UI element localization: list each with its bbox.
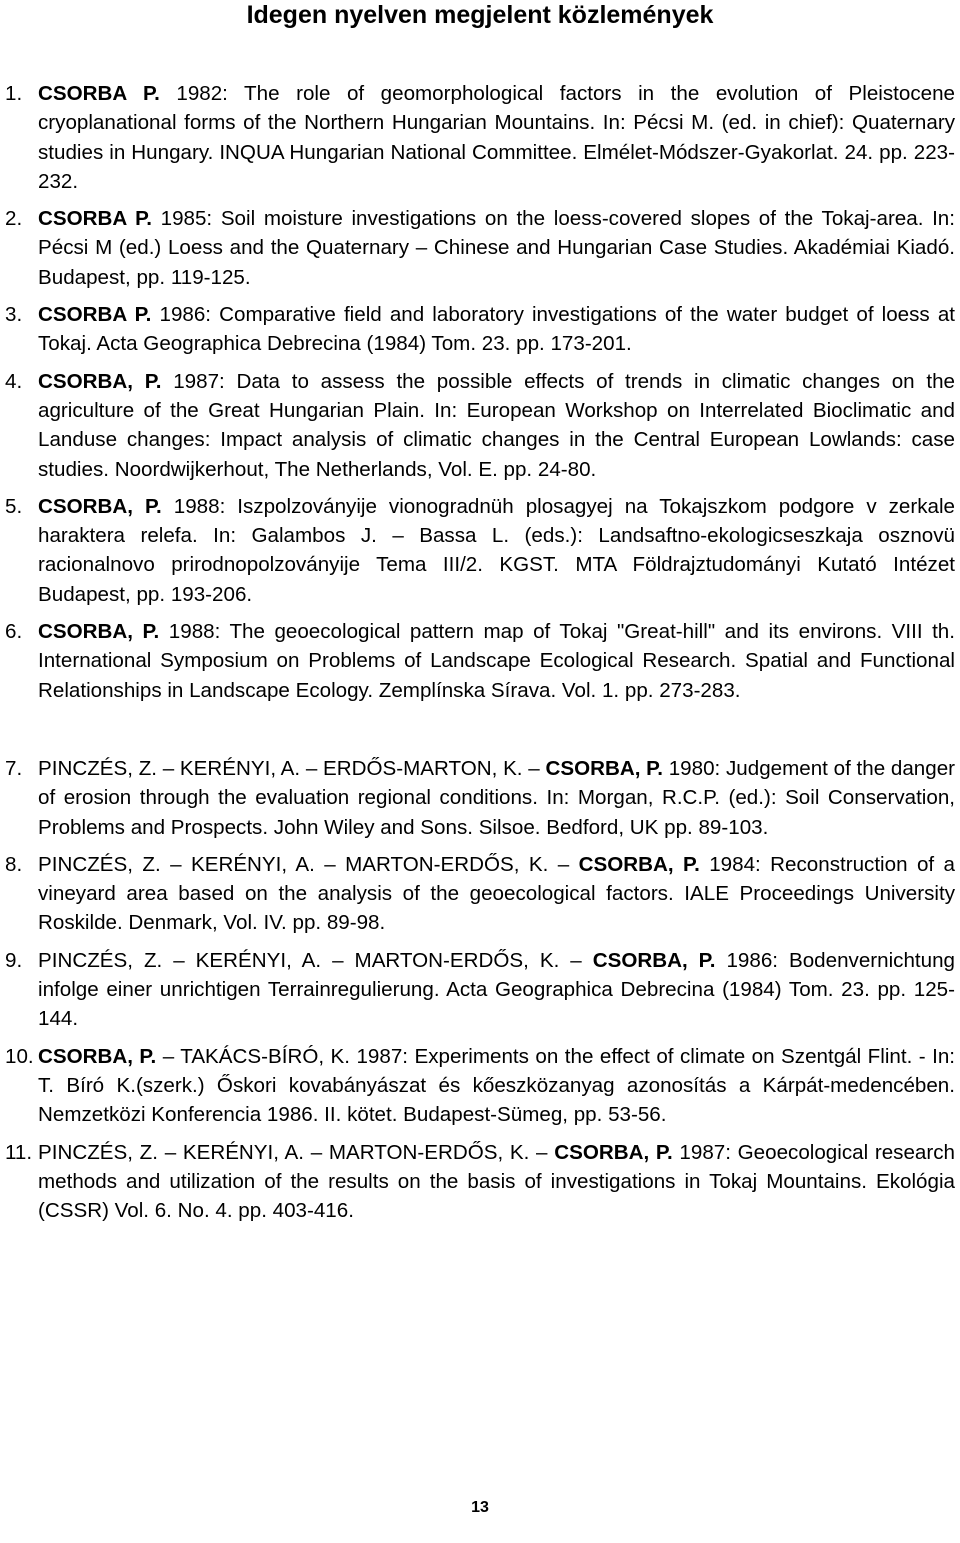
reference-item (0, 1138, 960, 1226)
reference-author: CSORBA, P. (38, 620, 160, 644)
reference-text: 1984: Reconstruction of a vineyard area based on the analysis of the geoecological factors. IALE Proceedings University Roskilde. Denmark, Vol. IV. pp. 89-98. (38, 852, 955, 935)
page-title: Idegen nyelven megjelent közlemények (246, 1, 714, 29)
reference-coauthors: PINCZÉS, Z. – KERÉNYI, A. – MARTON-ERDŐS, K. – (38, 948, 593, 972)
page-number: 13 (471, 1499, 489, 1516)
reference-text: 1987: Data to assess the possible effects of trends in climatic changes on the agriculture of the Great Hungarian Plain. In: European Workshop on Interrelated Bioclimatic and Landuse changes: Impact analysis of climatic changes in the Central European Lowlands: case studies. Noordwijkerhout, The Netherlands, Vol. E. pp. 24-80. (38, 369, 955, 481)
reference-author: CSORBA P. (38, 82, 160, 105)
reference-item (0, 617, 960, 705)
reference-author: CSORBA P. (38, 303, 152, 327)
reference-coauthors: PINCZÉS, Z. – KERÉNYI, A. – MARTON-ERDŐS, K. – (38, 852, 579, 876)
reference-number: 11. (5, 1140, 33, 1164)
reference-author: CSORBA, P. (38, 1044, 157, 1068)
reference-text: 1980: Judgement of the danger of erosion through the evaluation regional conditions. In: Morgan, R.C.P. (ed.): Soil Conservation, Problems and Prospects. John Wiley and Sons. Silsoe. Bedford, UK pp. 89-103. (38, 756, 956, 839)
reference-number: 8. (5, 852, 23, 876)
reference-author: CSORBA, P. (38, 494, 162, 518)
reference-item (0, 946, 960, 1034)
reference-item (0, 850, 960, 938)
reference-text: 1986: Bodenvernichtung infolge einer unrichtigen Terrainregulierung. Acta Geographica Debrecina (1984) Tom. 23. pp. 125-144. (38, 948, 956, 1031)
reference-author: CSORBA, P. (592, 948, 716, 972)
reference-item (0, 300, 960, 359)
reference-text: 1985: Soil moisture investigations on the loess-covered slopes of the Tokaj-area. In: Pécsi M (ed.) Loess and the Quaternary – Chinese and Hungarian Case Studies. Akadémiai Kiadó. Budapest, pp. 119-125. (38, 207, 955, 289)
reference-author: CSORBA, P. (578, 852, 700, 876)
reference-number: 4. (5, 369, 23, 393)
reference-number: 2. (5, 207, 23, 231)
reference-text: – TAKÁCS-BÍRÓ, K. 1987: Experiments on the effect of climate on Szentgál Flint. - In: T. Bíró K.(szerk.) Őskori kovabányászat és kőeszközanyag azonosítás a Kárpát-medencében. Nemzetközi Konferencia 1986. II. kötet. Budapest-Sümeg, pp. 53-56. (38, 1044, 955, 1127)
reference-number: 3. (5, 303, 23, 327)
reference-item (0, 492, 960, 609)
reference-item (0, 1042, 960, 1130)
reference-item (0, 754, 960, 842)
reference-number: 6. (5, 620, 23, 644)
reference-text: 1988: The geoecological pattern map of Tokaj "Great-hill" and its environs. VIII th. International Symposium on Problems of Landscape Ecological Research. Spatial and Functional Relationships in Landscape Ecology. Zemplínska Sírava. Vol. 1. pp. 273-283. (38, 620, 955, 702)
reference-number: 9. (5, 948, 23, 972)
reference-number: 5. (5, 494, 23, 518)
reference-author: CSORBA, P. (545, 756, 663, 780)
reference-author: CSORBA, P. (38, 369, 162, 393)
reference-number: 1. (5, 82, 23, 105)
reference-coauthors: PINCZÉS, Z. – KERÉNYI, A. – MARTON-ERDŐS, K. – (38, 1140, 555, 1164)
reference-text: 1988: Iszpolzoványije vionogradnüh plosagyej na Tokajszkom podgore v zerkale haraktera relefa. In: Galambos J. – Bassa L. (eds.): Landsaftno-ekologicseszkaja osznovü racionalnovo prirodnopolzoványije Tema III/2. KGST. MTA Földrajztudományi Kutató Intézet Budapest, pp. 193-206. (38, 494, 955, 606)
reference-author: CSORBA P. (38, 207, 152, 231)
reference-author: CSORBA, P. (554, 1140, 673, 1164)
reference-number: 7. (5, 756, 23, 780)
reference-text: 1986: Comparative field and laboratory investigations of the water budget of loess at Tokaj. Acta Geographica Debrecina (1984) Tom. 23. pp. 173-201. (38, 303, 955, 356)
reference-text: 1982: The role of geomorphological factors in the evolution of Pleistocene cryoplanational forms of the Northern Hungarian Mountains. In: Pécsi M. (ed. in chief): Quaternary studies in Hungary. INQUA Hungarian National Committee. Elmélet-Módszer-Gyakorlat. 24. pp. 223-232. (38, 82, 955, 193)
reference-item (0, 79, 960, 196)
reference-coauthors: PINCZÉS, Z. – KERÉNYI, A. – ERDŐS-MARTON, K. – (38, 756, 546, 780)
reference-number: 10. (5, 1044, 34, 1068)
reference-item (0, 367, 960, 484)
reference-list (0, 79, 960, 1233)
reference-item (0, 204, 960, 292)
reference-text: 1987: Geoecological research methods and utilization of the results on the basis of investigations in Tokaj Mountains. Ekológia (CSSR) Vol. 6. No. 4. pp. 403-416. (38, 1140, 955, 1223)
